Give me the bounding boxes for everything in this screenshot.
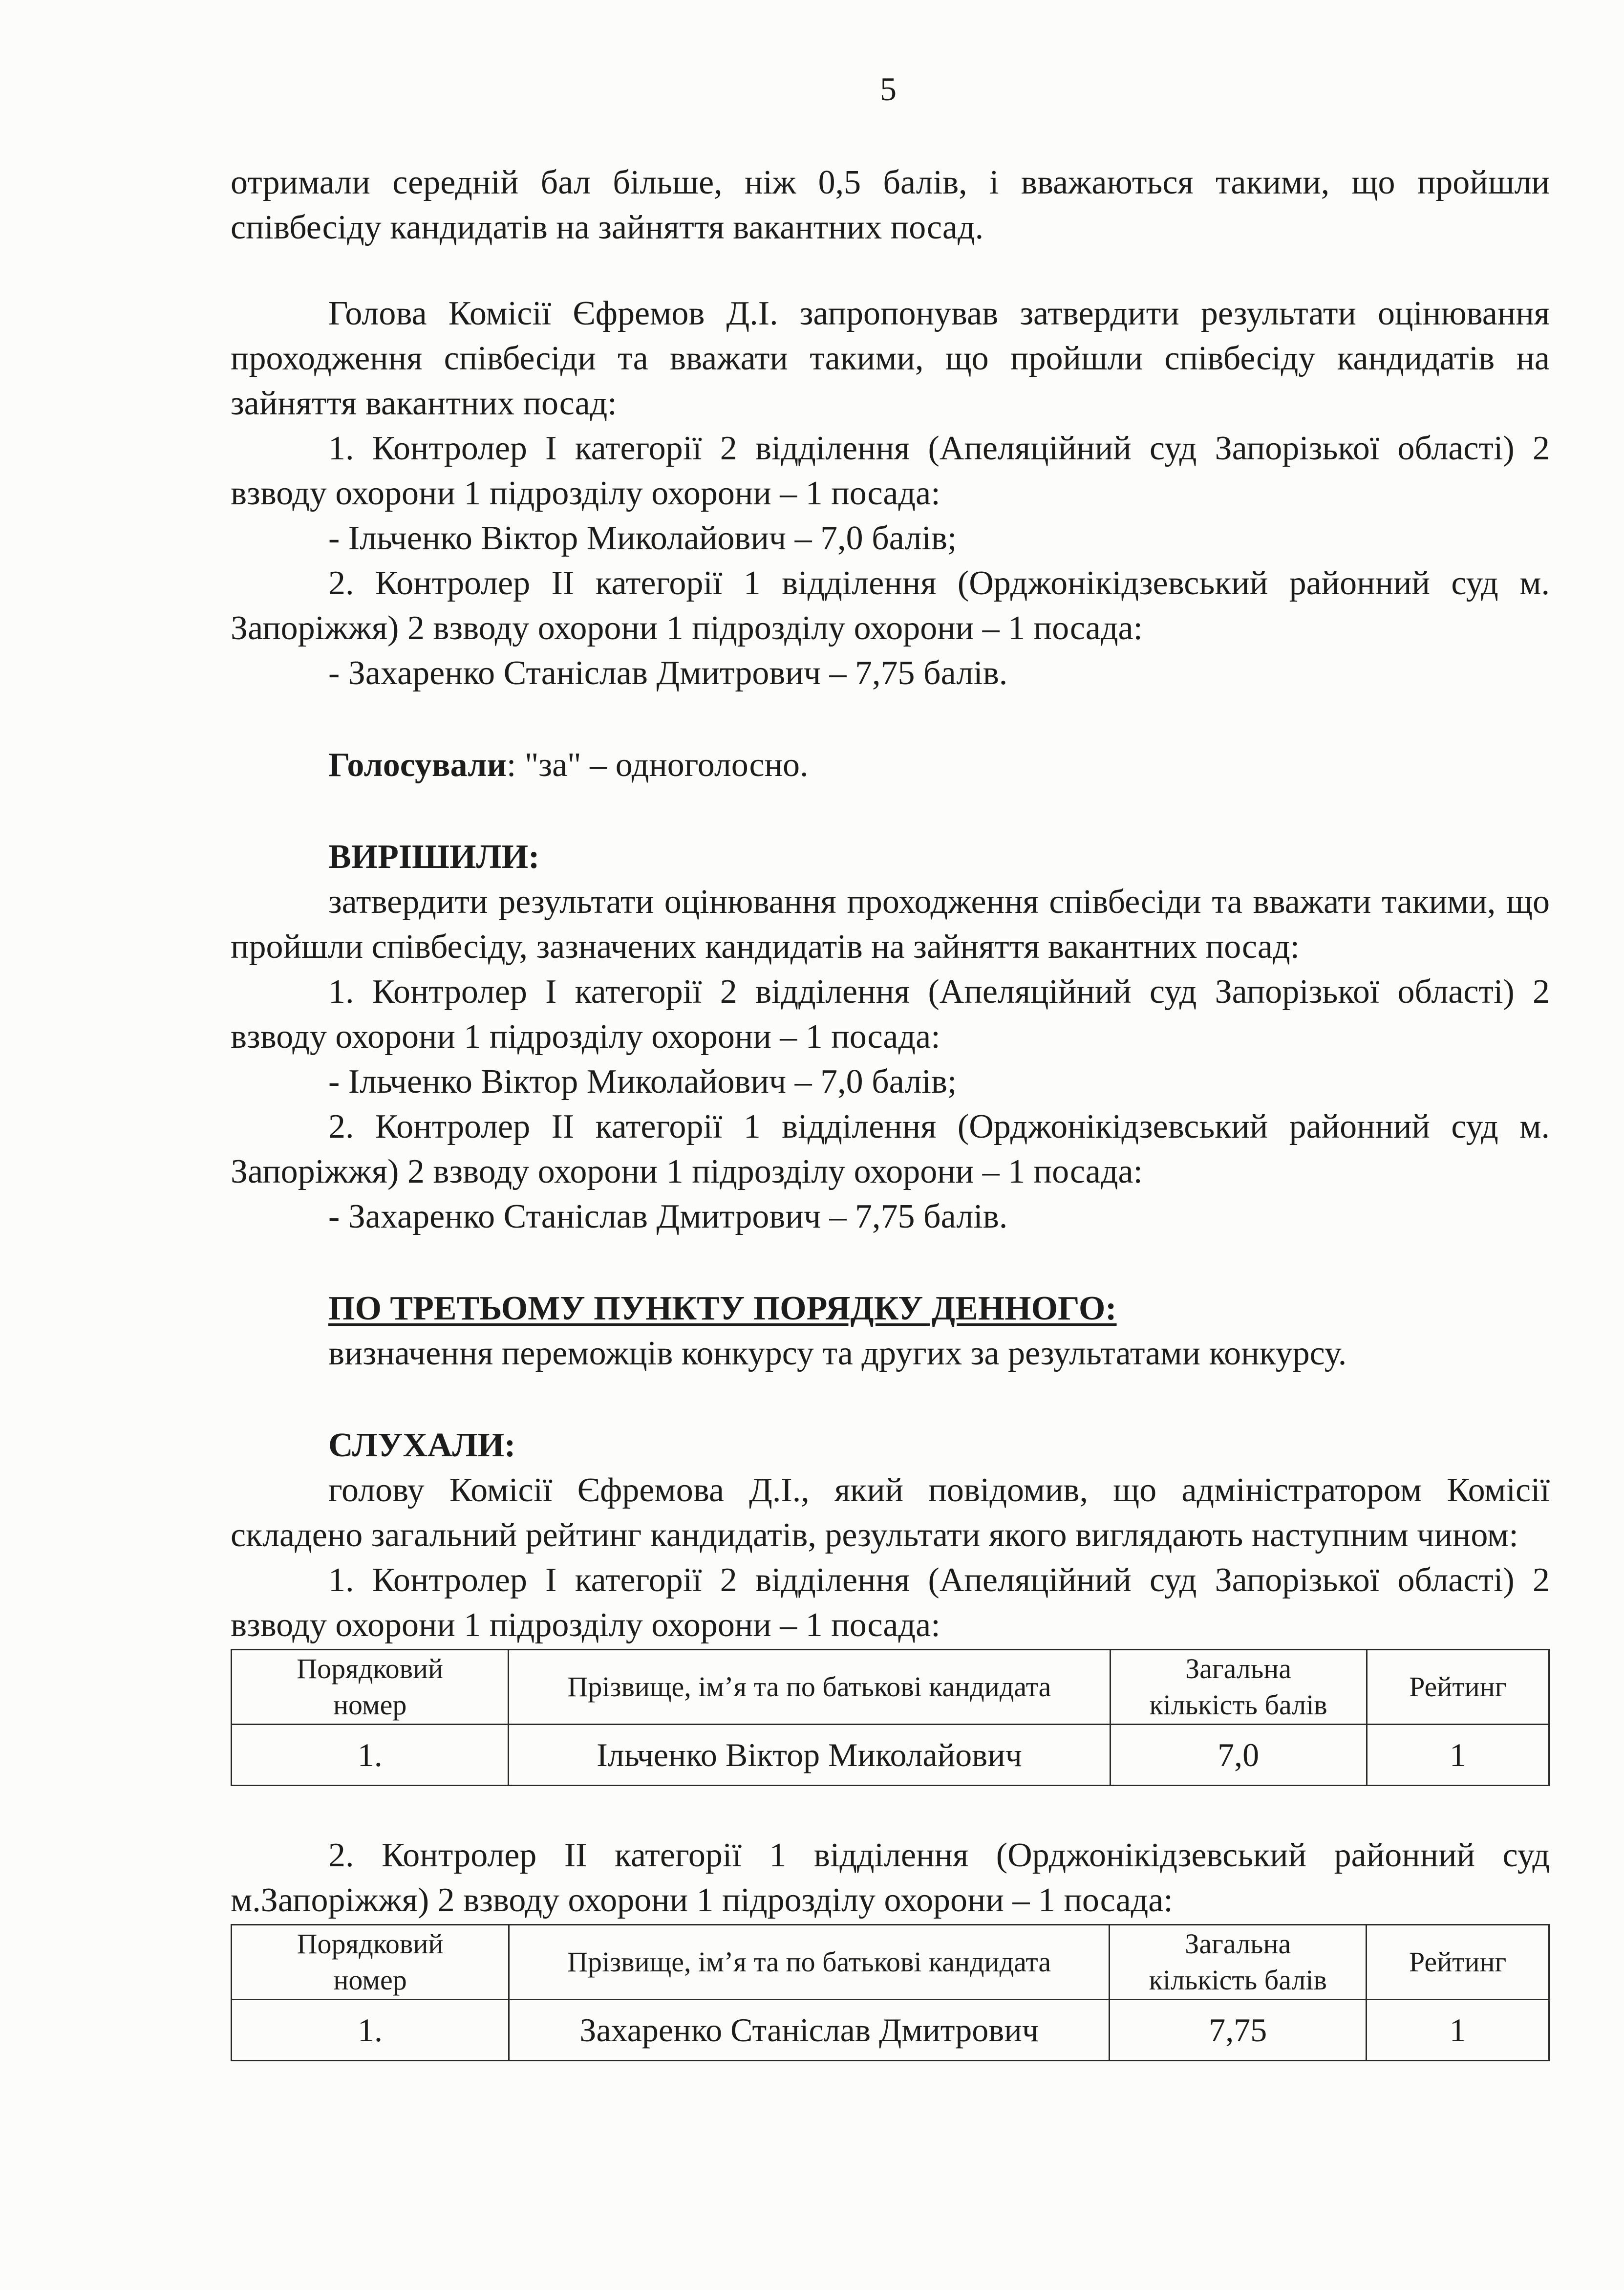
cell-rating: 1 bbox=[1367, 1725, 1549, 1786]
table-header-row bbox=[232, 1650, 1549, 1725]
voting-result: : "за" – одноголосно. bbox=[506, 746, 809, 784]
table-header-row bbox=[232, 1925, 1549, 2000]
heading-third-agenda-item: ПО ТРЕТЬОМУ ПУНКТУ ПОРЯДКУ ДЕННОГО: bbox=[328, 1290, 1117, 1327]
paragraph-decision: затвердити результати оцінювання проходження співбесіди та вважати такими, що пройшли співбесіду, зазначених кандидатів на зайняття вакантних посад: bbox=[231, 883, 1550, 966]
cell-candidate-name: Ільченко Віктор Миколайович bbox=[509, 1725, 1110, 1786]
header-total-score: Загальна кількість балів bbox=[1110, 1925, 1367, 2000]
header-order-number: Порядковий номер bbox=[232, 1925, 509, 2000]
document-body bbox=[231, 160, 1550, 2061]
paragraph-position-1: 1. Контролер I категорії 2 відділення (Апеляційний суд Запорізької області) 2 взводу охорони 1 підрозділу охорони – 1 посада: bbox=[231, 430, 1550, 512]
heading-heard: СЛУХАЛИ: bbox=[328, 1426, 516, 1464]
header-rating: Рейтинг bbox=[1367, 1925, 1549, 2000]
paragraph-decision-position-2: 2. Контролер II категорії 1 відділення (Орджонікідзевський районний суд м. Запоріжжя) 2 взводу охорони 1 підрозділу охорони – 1 посада: bbox=[231, 1108, 1550, 1190]
heading-decided: ВИРІШИЛИ: bbox=[328, 838, 540, 876]
table-row bbox=[232, 1725, 1549, 1786]
cell-order-number: 1. bbox=[232, 2000, 509, 2061]
paragraph-position-2: 2. Контролер II категорії 1 відділення (Орджонікідзевський районний суд м. Запоріжжя) 2 взводу охорони 1 підрозділу охорони – 1 посада: bbox=[231, 564, 1550, 647]
rating-table-1 bbox=[231, 1649, 1550, 1786]
paragraph-decision-position-1: 1. Контролер I категорії 2 відділення (Апеляційний суд Запорізької області) 2 взводу охорони 1 підрозділу охорони – 1 посада: bbox=[231, 973, 1550, 1056]
cell-total-score: 7,75 bbox=[1110, 2000, 1367, 2061]
cell-order-number: 1. bbox=[232, 1725, 509, 1786]
paragraph-chair-proposal: Голова Комісії Єфремов Д.І. запропонував затвердити результати оцінювання проходження співбесіди та вважати такими, що пройшли співбесіду кандидатів на зайняття вакантних посад: bbox=[231, 295, 1550, 422]
paragraph-winners-definition: визначення переможців конкурсу та других за результатами конкурсу. bbox=[328, 1335, 1347, 1372]
paragraph-voting bbox=[231, 743, 1550, 788]
header-total-score: Загальна кількість балів bbox=[1110, 1650, 1367, 1725]
paragraph-decision-candidate-2: - Захаренко Станіслав Дмитрович – 7,75 балів. bbox=[328, 1198, 1008, 1235]
rating-table-2 bbox=[231, 1924, 1550, 2061]
voting-label: Голосували bbox=[328, 746, 507, 784]
paragraph-passed-summary: отримали середній бал більше, ніж 0,5 балів, і вважаються такими, що пройшли співбесіду кандидатів на зайняття вакантних посад. bbox=[231, 164, 1550, 246]
page-number: 5 bbox=[880, 70, 897, 108]
header-order-number: Порядковий номер bbox=[232, 1650, 509, 1725]
header-rating: Рейтинг bbox=[1367, 1650, 1549, 1725]
paragraph-decision-candidate-1: - Ільченко Віктор Миколайович – 7,0 балів; bbox=[328, 1063, 957, 1101]
paragraph-candidate-2: - Захаренко Станіслав Дмитрович – 7,75 балів. bbox=[328, 654, 1008, 692]
table-row bbox=[232, 2000, 1549, 2061]
paragraph-candidate-1: - Ільченко Віктор Миколайович – 7,0 балів; bbox=[328, 519, 957, 557]
paragraph-rating-position-1: 1. Контролер I категорії 2 відділення (Апеляційний суд Запорізької області) 2 взводу охорони 1 підрозділу охорони – 1 посада: bbox=[231, 1561, 1550, 1644]
cell-candidate-name: Захаренко Станіслав Дмитрович bbox=[509, 2000, 1110, 2061]
paragraph-chair-report: голову Комісії Єфремова Д.І., який повідомив, що адміністратором Комісії складено загальний рейтинг кандидатів, результати якого виглядають наступним чином: bbox=[231, 1471, 1550, 1554]
paragraph-rating-position-2: 2. Контролер II категорії 1 відділення (Орджонікідзевський районний суд м.Запоріжжя) 2 взводу охорони 1 підрозділу охорони – 1 посада: bbox=[231, 1836, 1550, 1919]
header-candidate-name: Прізвище, ім’я та по батькові кандидата bbox=[509, 1925, 1110, 2000]
cell-total-score: 7,0 bbox=[1110, 1725, 1367, 1786]
header-candidate-name: Прізвище, ім’я та по батькові кандидата bbox=[509, 1650, 1110, 1725]
cell-rating: 1 bbox=[1367, 2000, 1549, 2061]
